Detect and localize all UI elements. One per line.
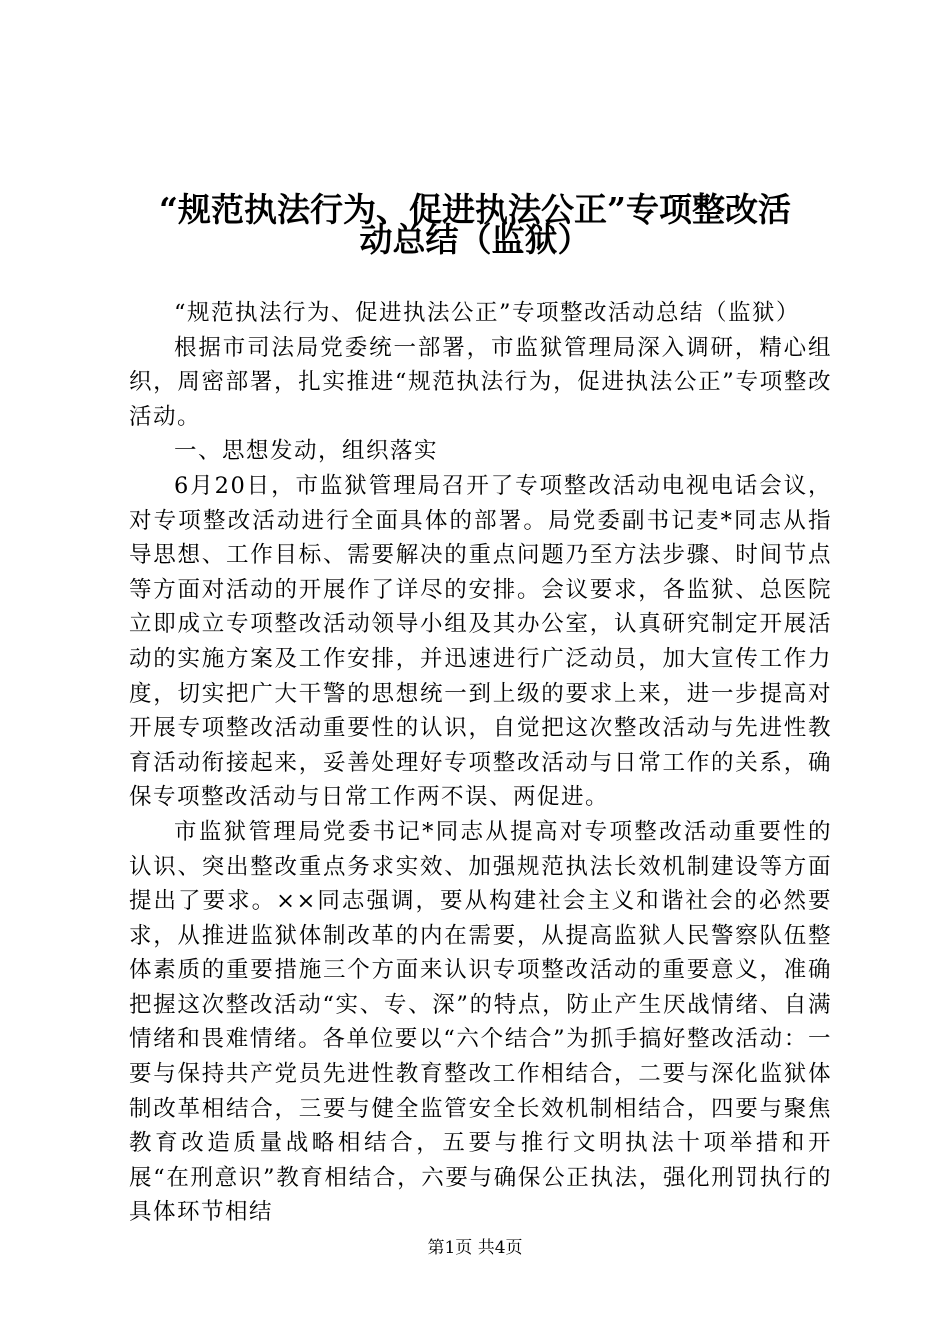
document-body	[129, 296, 832, 1230]
document-title-line-1: “规范执法行为、促进执法公正”专项整改活	[159, 190, 791, 229]
body-paragraph: 市监狱管理局党委书记*同志从提高对专项整改活动重要性的认识、突出整改重点务求实效、加强规范执法长效机制建设等方面提出了要求。××同志强调，要从构建社会主义和谐社会的必然要求，从推进监狱体制改革的内在需要，从提高监狱人民警察队伍整体素质的重要措施三个方面来认识专项整改活动的重要意义，准确把握这次整改活动“实、专、深”的特点，防止产生厌战情绪、自满情绪和畏难情绪。各单位要以“六个结合”为抓手搞好整改活动：一要与保持共产党员先进性教育整改工作相结合，二要与深化监狱体制改革相结合，三要与健全监管安全长效机制相结合，四要与聚焦教育改造质量战略相结合，五要与推行文明执法十项举措和开展“在刑意识”教育相结合，六要与确保公正执法，强化刑罚执行的具体环节相结	[129, 818, 832, 1226]
section-heading: 一、思想发动，组织落实	[174, 438, 439, 465]
document-title-line-2: 动总结（监狱）	[359, 220, 591, 259]
body-paragraph: 6月20日，市监狱管理局召开了专项整改活动电视电话会议，对专项整改活动进行全面具体的部署。局党委副书记麦*同志从指导思想、工作目标、需要解决的重点问题乃至方法步骤、时间节点等方面对活动的开展作了详尽的安排。会议要求，各监狱、总医院立即成立专项整改活动领导小组及其办公室，认真研究制定开展活动的实施方案及工作安排，并迅速进行广泛动员，加大宣传工作力度，切实把广大干警的思想统一到上级的要求上来，进一步提高对开展专项整改活动重要性的认识，自觉把这次整改活动与先进性教育活动衔接起来，妥善处理好专项整改活动与日常工作的关系，确保专项整改活动与日常工作两不误、两促进。	[129, 472, 832, 811]
body-paragraph: 根据市司法局党委统一部署，市监狱管理局深入调研，精心组织，周密部署，扎实推进“规范执法行为，促进执法公正”专项整改活动。	[129, 334, 832, 430]
body-paragraph: “规范执法行为、促进执法公正”专项整改活动总结（监狱）	[174, 300, 801, 326]
page-footer: 第1页 共4页	[427, 1238, 523, 1258]
